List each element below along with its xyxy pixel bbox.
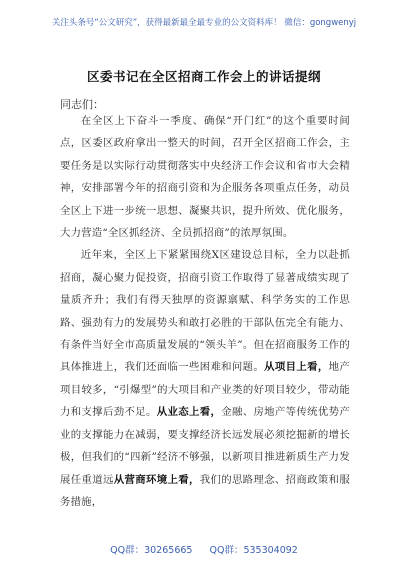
highlight-business-forms: 从业态上看， (156, 406, 222, 419)
paragraph-2 (60, 244, 350, 513)
salutation: 同志们： (60, 98, 104, 111)
paragraph-2-intro: 近年来，全区上下紧紧围绕X区建设总目标，全力以赴抓招商，凝心聚力促投资，招商引资工作取得了显著成绩实现了量质齐升；我们有得天独厚的资源禀赋、科学务实的工作思路、强劲有力的发展势头和敢打必胜的干部队伍完全有能力、有条件当好全市高质量发展的“领头羊”。但在招商服务工作的具体推进上，我们还面临一些困难和问题。 (60, 249, 350, 374)
qq-group-2: QQ群：535304092 (209, 545, 298, 556)
document-body (60, 110, 350, 513)
highlight-business-environment: 从营商环境上看， (113, 473, 200, 486)
paragraph-2-business-forms: 金融、房地产等传统优势产业的支撑能力在减弱，要支撑经济长远发展必须挖掘新的增长极，但我们的“四新”经济不够强，以新项目推进新质生产力发展任重道远 (60, 406, 350, 486)
header-banner: 关注头条号“公文研究”，获得最新最全最专业的公文资料库！ 微信：gongwenyj (51, 18, 357, 28)
footer-contact (0, 542, 408, 556)
paragraph-1: 在全区上下奋斗一季度、确保“开门红”的这个重要时间点，区委区政府拿出一整天的时间，召开全区招商工作会，主要任务是以实际行动贯彻落实中央经济工作会议和省市大会精神，安排部署今年的招商引资和为企服务各项重点任务，动员全区上下进一步统一思想、凝聚共识，提升所效、优化服务，大力营造“全区抓经济、全员抓招商”的浓厚氛围。 (60, 115, 350, 240)
highlight-projects: 从项目上看， (264, 361, 329, 374)
paragraph-2-projects: 地产项目较多，“引爆型”的大项目和产业类的好项目较少，带动能力和支撑后劲不足。 (60, 361, 350, 419)
paragraph-2-business-environment: 我们的思路理念、招商政策和服务措施， (60, 473, 350, 508)
document-title: 区委书记在全区招商工作会上的讲话提纲 (86, 69, 321, 84)
qq-group-1: QQ群：30265665 (110, 545, 193, 556)
